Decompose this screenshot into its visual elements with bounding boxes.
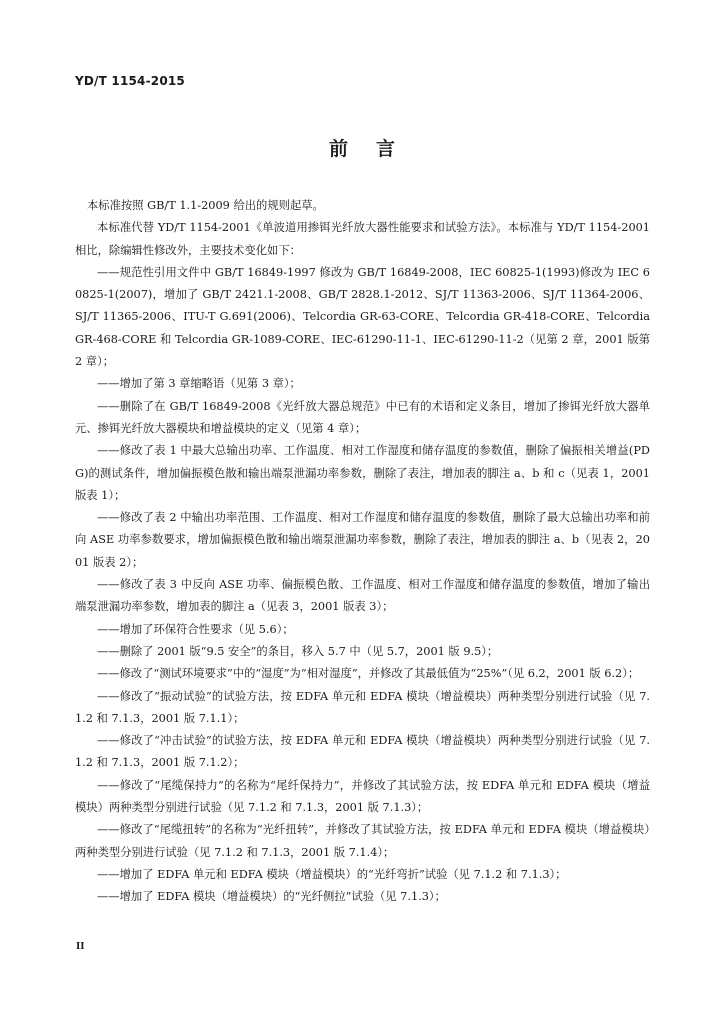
paragraph-5: ——删除了在 GB/T 16849-2008《光纤放大器总规范》中已有的术语和定义条目，增加了掺铒光纤放大器单元、掺铒光纤放大器模块和增益模块的定义（见第 4 章）； <box>75 399 650 435</box>
page-title: 前言 <box>328 138 423 160</box>
paragraph-15: ——修改了“尾缆扭转”的名称为“光纤扭转”，并修改了其试验方法，按 EDFA 单元和 EDFA 模块（增益模块）两种类型分别进行试验（见 7.1.2 和 7.1.3，2001 版 7.1.4）； <box>75 823 650 859</box>
document-body <box>75 195 650 909</box>
paragraph-6: ——修改了表 1 中最大总输出功率、工作温度、相对工作湿度和储存温度的参数值，删除了偏振相关增益(PDG)的测试条件，增加偏振模色散和输出端泵泄漏功率参数，删除了表注，增加表的脚注 a、b 和 c（见表 1，2001 版表 1）； <box>75 444 650 502</box>
paragraph-11: ——修改了“测试环境要求”中的“湿度”为“相对湿度”，并修改了其最低值为“25%”（见 6.2，2001 版 6.2）； <box>97 667 640 681</box>
paragraph-8: ——修改了表 3 中反向 ASE 功率、偏振模色散、工作温度、相对工作湿度和储存温度的参数值，增加了输出端泵泄漏功率参数，增加表的脚注 a（见表 3，2001 版表 3）； <box>75 578 650 614</box>
paragraph-13: ——修改了“冲击试验”的试验方法，按 EDFA 单元和 EDFA 模块（增益模块）两种类型分别进行试验（见 7.1.2 和 7.1.3，2001 版 7.1.2）； <box>75 734 650 770</box>
paragraph-4: ——增加了第 3 章缩略语（见第 3 章）； <box>97 377 301 391</box>
paragraph-1: 本标准按照 GB/T 1.1-2009 给出的规则起草。 <box>87 199 324 212</box>
paragraph-14: ——修改了“尾缆保持力”的名称为“尾纤保持力”，并修改了其试验方法，按 EDFA 单元和 EDFA 模块（增益模块）两种类型分别进行试验（见 7.1.2 和 7.1.3，2001 版 7.1.3）； <box>75 778 650 815</box>
paragraph-9: ——增加了环保符合性要求（见 5.6）； <box>97 622 294 636</box>
standard-number-header: YD/T 1154-2015 <box>75 74 185 88</box>
paragraph-10: ——删除了 2001 版“9.5 安全”的条目，移入 5.7 中（见 5.7，2001 版 9.5）； <box>97 644 499 658</box>
paragraph-17: ——增加了 EDFA 模块（增益模块）的“光纤侧拉”试验（见 7.1.3）； <box>97 890 446 904</box>
paragraph-3: ——规范性引用文件中 GB/T 16849-1997 修改为 GB/T 16849-2008，IEC 60825-1(1993)修改为 IEC 60825-1(2007)，增加了 GB/T 2421.1-2008、GB/T 2828.1-2012、SJ/T 11363-2006、SJ/T 11364-2006、SJ/T 11365-2006、ITU-T G.691(2006)、Telcordia GR-63-CORE、Telcordia GR-418-CORE、Telcordia GR-468-CORE 和 Telcordia GR-1089-CORE、IEC-61290-11-1、IEC-61290-11-2（见第 2 章，2001 版第 2 章）； <box>75 265 650 369</box>
paragraph-2: 本标准代替 YD/T 1154-2001《单波道用掺铒光纤放大器性能要求和试验方法》。本标准与 YD/T 1154-2001 相比，除编辑性修改外，主要技术变化如下： <box>75 221 650 257</box>
paragraph-16: ——增加了 EDFA 单元和 EDFA 模块（增益模块）的“光纤弯折”试验（见 7.1.2 和 7.1.3）； <box>97 867 567 881</box>
paragraph-7: ——修改了表 2 中输出功率范围、工作温度、相对工作湿度和储存温度的参数值，删除了最大总输出功率和前向 ASE 功率参数要求，增加偏振模色散和输出端泵泄漏功率参数，删除了表注，增加表的脚注 a、b（见表 2，2001 版表 2）； <box>75 511 650 569</box>
paragraph-12: ——修改了“振动试验”的试验方法，按 EDFA 单元和 EDFA 模块（增益模块）两种类型分别进行试验（见 7.1.2 和 7.1.3，2001 版 7.1.1）； <box>75 689 650 725</box>
page-number: II <box>76 940 85 952</box>
